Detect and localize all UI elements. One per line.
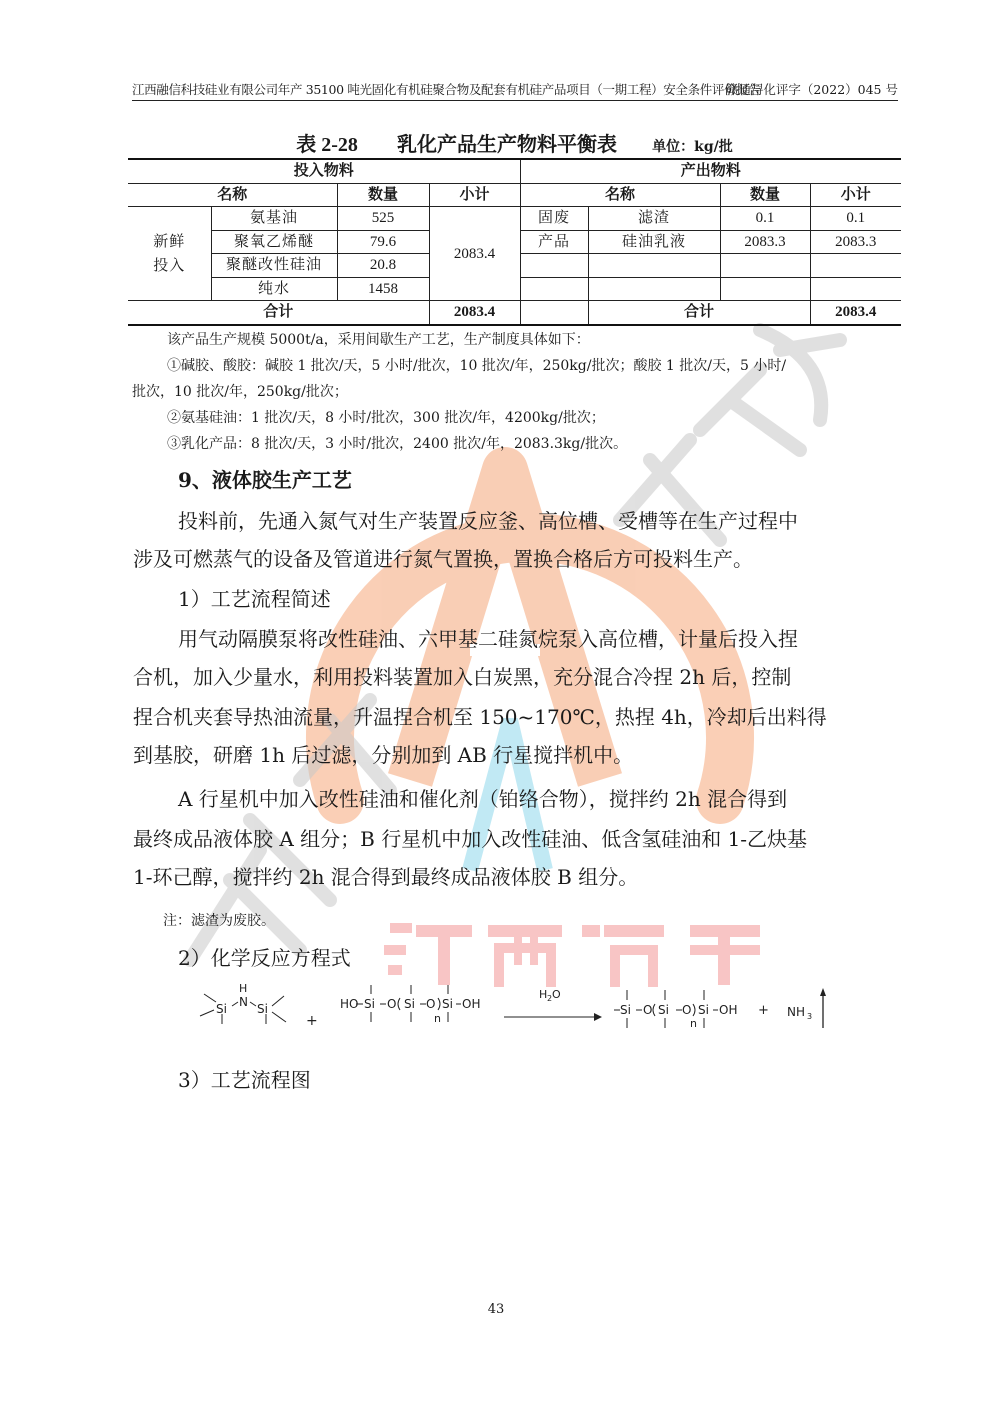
input-total-label: 合计 xyxy=(128,301,429,325)
empty-cell xyxy=(720,254,810,278)
schedule-item-3: ③乳化产品：8 批次/天，3 小时/批次，2400 批次/年，2083.3kg/批次。 xyxy=(167,436,628,452)
input-group-label xyxy=(128,207,211,301)
output-total-label: 合计 xyxy=(588,301,810,325)
table-number: 表 2-28 xyxy=(296,134,358,156)
eq-reagent-o: O xyxy=(552,988,561,1001)
process-para2-line2: 最终成品液体胶 A 组分；B 行星机中加入改性硅油、低含氢硅油和 1-乙炔基 xyxy=(133,827,808,851)
page-header xyxy=(132,80,898,101)
subheading-chemical-equation: 2）化学反应方程式 xyxy=(178,946,351,970)
output-total-value: 2083.4 xyxy=(810,301,901,325)
eq-si-2: Si xyxy=(257,1002,268,1016)
header-report-title: 江西融信科技硅业有限公司年产 35100 吨光固化有机硅聚合物及配套有机硅产品项目（一期工程）安全条件评价报告 xyxy=(132,82,761,97)
input-qty: 1458 xyxy=(337,277,429,301)
material-balance-table xyxy=(128,158,901,326)
input-name: 氨基油 xyxy=(211,207,337,231)
input-name: 聚氧乙烯醚 xyxy=(211,230,337,254)
note-text: 注：滤渣为废胶。 xyxy=(163,913,275,929)
empty-cell xyxy=(588,277,720,301)
eq-oh-2: OH xyxy=(719,1003,738,1017)
eq-si-7: Si xyxy=(658,1003,669,1017)
input-group-label-line2: 投入 xyxy=(153,257,186,274)
output-name: 硅油乳液 xyxy=(588,230,720,254)
empty-cell xyxy=(720,277,810,301)
input-col-qty: 数量 xyxy=(337,183,429,207)
eq-plus-2: + xyxy=(758,1003,769,1018)
input-materials-header: 投入物料 xyxy=(128,159,520,183)
eq-plus-1: + xyxy=(306,1013,318,1029)
output-qty: 0.1 xyxy=(720,207,810,231)
chemical-equation xyxy=(190,980,850,1040)
empty-cell xyxy=(810,254,901,278)
eq-si-5: Si xyxy=(442,997,453,1011)
empty-cell xyxy=(520,301,588,325)
process-para1-line2: 合机，加入少量水，利用投料装置加入白炭黑，充分混合冷捏 2h 后，控制 xyxy=(133,665,792,689)
output-category: 产品 xyxy=(520,230,588,254)
output-col-name: 名称 xyxy=(520,183,720,207)
gas-up-arrow-icon xyxy=(820,988,826,1028)
output-materials-header: 产出物料 xyxy=(520,159,901,183)
schedule-item-1-line2: 批次，10 批次/年，250kg/批次； xyxy=(132,384,348,400)
process-para1-line1: 用气动隔膜泵将改性硅油、六甲基二硅氮烷泵入高位槽，计量后投入捏 xyxy=(178,627,798,651)
reaction-arrow-icon xyxy=(504,1013,602,1021)
process-para2-line1: A 行星机中加入改性硅油和催化剂（铂络合物），搅拌约 2h 混合得到 xyxy=(178,787,788,811)
intro-line-1: 投料前，先通入氮气对生产装置反应釜、高位槽、受槽等在生产过程中 xyxy=(178,509,798,533)
eq-reagent-h: H xyxy=(539,988,548,1001)
input-qty: 79.6 xyxy=(337,230,429,254)
intro-line-2: 涉及可燃蒸气的设备及管道进行氮气置换，置换合格后方可投料生产。 xyxy=(133,547,753,571)
eq-h: H xyxy=(239,982,248,995)
header-document-number: 赣通浔化评字（2022）045 号 xyxy=(725,82,898,97)
output-subtotal: 0.1 xyxy=(810,207,901,231)
output-category: 固废 xyxy=(520,207,588,231)
table-unit: 单位：kg/批 xyxy=(652,139,733,155)
input-name: 纯水 xyxy=(211,277,337,301)
page-number: 43 xyxy=(487,1302,505,1317)
input-total-value: 2083.4 xyxy=(429,301,520,325)
table-column-header-row xyxy=(128,183,901,207)
eq-nh-sub: 3 xyxy=(807,1012,813,1021)
eq-o-1: O xyxy=(387,997,397,1011)
eq-n-sub-2: n xyxy=(690,1017,697,1030)
process-para1-line3: 捏合机夹套导热油流量，升温捏合机至 150~170℃，热捏 4h，冷却后出料得 xyxy=(133,705,827,729)
output-col-qty: 数量 xyxy=(720,183,810,207)
table-caption xyxy=(128,128,901,156)
input-qty: 525 xyxy=(337,207,429,231)
process-para1-line4: 到基胶，研磨 1h 后过滤，分别加到 AB 行星搅拌机中。 xyxy=(133,743,634,767)
eq-o-2: O xyxy=(426,997,436,1011)
subheading-process-description: 1）工艺流程简述 xyxy=(178,587,331,611)
table-group-header-row xyxy=(128,159,901,183)
input-name: 聚醚改性硅油 xyxy=(211,254,337,278)
schedule-item-2: ②氨基硅油：1 批次/天，8 小时/批次，300 批次/年，4200kg/批次； xyxy=(167,410,605,426)
input-group-label-line1: 新鲜 xyxy=(153,233,186,250)
table-title: 乳化产品生产物料平衡表 xyxy=(397,132,618,156)
eq-o-3: O xyxy=(643,1003,653,1017)
eq-n-sub: n xyxy=(434,1012,441,1025)
eq-si-6: Si xyxy=(620,1003,631,1017)
section-heading: 9、液体胶生产工艺 xyxy=(178,468,352,492)
subheading-process-flow-chart: 3）工艺流程图 xyxy=(178,1068,311,1092)
output-subtotal: 2083.3 xyxy=(810,230,901,254)
input-qty: 20.8 xyxy=(337,254,429,278)
input-col-subtotal: 小计 xyxy=(429,183,520,207)
process-para2-line3: 1-环己醇，搅拌约 2h 混合得到最终成品液体胶 B 组分。 xyxy=(133,865,639,889)
output-name: 滤渣 xyxy=(588,207,720,231)
eq-nh: NH xyxy=(787,1005,805,1019)
eq-oh: OH xyxy=(462,997,481,1011)
empty-cell xyxy=(520,254,588,278)
empty-cell xyxy=(810,277,901,301)
eq-n: N xyxy=(239,995,248,1009)
table-total-row xyxy=(128,301,901,325)
empty-cell xyxy=(520,277,588,301)
eq-si-1: Si xyxy=(216,1002,227,1016)
eq-ho: HO xyxy=(340,997,359,1011)
eq-o-4: O xyxy=(682,1003,692,1017)
input-subtotal: 2083.4 xyxy=(429,207,520,301)
empty-cell xyxy=(588,254,720,278)
output-qty: 2083.3 xyxy=(720,230,810,254)
eq-si-4: Si xyxy=(404,997,415,1011)
eq-si-8: Si xyxy=(698,1003,709,1017)
eq-si-3: Si xyxy=(364,997,375,1011)
input-col-name: 名称 xyxy=(128,183,337,207)
production-scale-text: 该产品生产规模 5000t/a，采用间歇生产工艺，生产制度具体如下： xyxy=(167,332,590,348)
schedule-item-1-line1: ①碱胶、酸胶：碱胶 1 批次/天，5 小时/批次，10 批次/年，250kg/批次；酸胶 1 批次/天，5 小时/ xyxy=(167,358,787,374)
output-col-subtotal: 小计 xyxy=(810,183,901,207)
table-row xyxy=(128,207,901,231)
eq-reagent-sub: 2 xyxy=(547,994,553,1003)
